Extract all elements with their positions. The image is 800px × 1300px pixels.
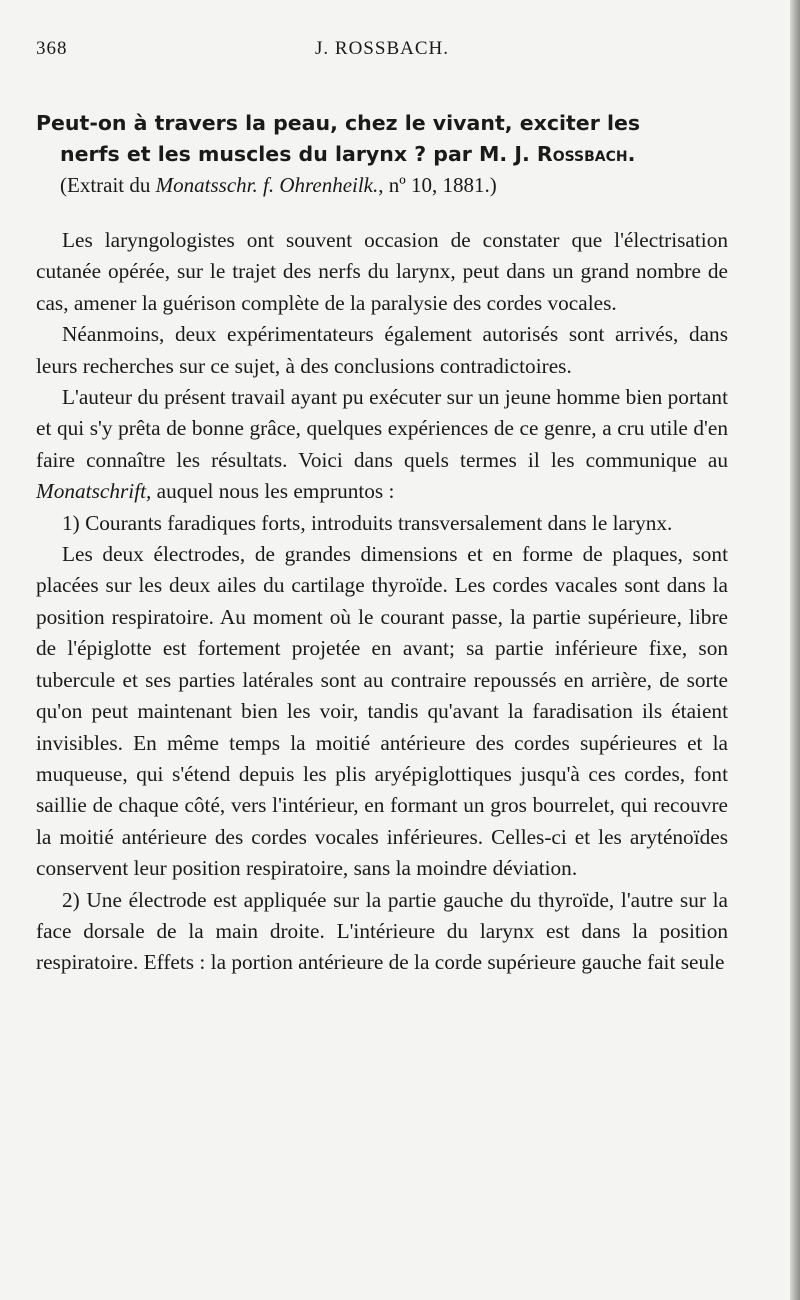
title-line-2 <box>36 139 728 170</box>
paragraph-6: 2) Une électrode est appliquée sur la partie gauche du thyroïde, l'autre sur la face dorsale de la main droite. L'intérieure du larynx est dans la position respiratoire. Effets : la portion antérieure de la corde supérieure gauche fait seule <box>36 887 728 975</box>
title-author: Rossbach. <box>536 142 636 166</box>
paragraph-1: Les laryngologistes ont souvent occasion de constater que l'électrisation cutanée opérée, sur le trajet des nerfs du larynx, peut dans un grand nombre de cas, amener la guérison complète de la paralysie des cordes vocales. <box>36 228 728 315</box>
paragraph-3-before: L'auteur du présent travail ayant pu exécuter sur un jeune homme bien portant et qui s'y prêta de bonne grâce, quelques expériences de ce genre, a cru utile d'en faire connaître les résultats. Voici dans quels termes il les communique au <box>36 385 728 472</box>
title-line-1: Peut-on à travers la peau, chez le vivant, exciter les <box>36 111 641 135</box>
extract-suffix: , nº 10, 1881.) <box>378 173 497 197</box>
running-head: J. ROSSBACH. <box>315 38 449 59</box>
extract-prefix: (Extrait du <box>60 173 156 197</box>
article-body <box>36 225 728 979</box>
paragraph-3-journal: Monatschrift, <box>36 479 152 504</box>
paragraph-3-after: auquel nous les empruntos : <box>151 479 395 504</box>
article-title <box>36 108 728 201</box>
paragraph-3 <box>36 382 728 508</box>
paragraph-5: Les deux électrodes, de grandes dimensions et en forme de plaques, sont placées sur les deux ailes du cartilage thyroïde. Les cordes vacales sont dans la position respiratoire. Au moment où le courant passe, la partie supérieure, libre de l'épiglotte est fortement projetée en avant; sa partie inférieure fixe, son tubercule et ses parties latérales sont au contraire repoussés en arrière, de sorte qu'on peut maintenant bien les voir, tandis qu'avant la faradisation ils étaient invisibles. En même temps la moitié antérieure des cordes supérieures et la muqueuse, qui s'étend depuis les plis aryépiglottiques jusqu'à ces cordes, font saillie de chaque côté, vers l'intérieur, en formant un gros bourrelet, qui recouvre la moitié antérieure des cordes vocales inférieures. Celles-ci et les aryténoïdes conservent leur position respiratoire, sans la moindre déviation. <box>36 542 728 881</box>
title-line-2-text: nerfs et les muscles du larynx ? par M. J. <box>60 142 537 166</box>
page-header <box>36 28 728 68</box>
extract-journal: Monatsschr. f. Ohrenheilk. <box>155 173 379 197</box>
title-extract <box>36 170 728 201</box>
paragraph-4: 1) Courants faradiques forts, introduits transversalement dans le larynx. <box>62 510 673 535</box>
page-edge-shadow <box>790 0 800 1300</box>
page-number: 368 <box>36 38 68 59</box>
book-page <box>36 28 728 1278</box>
paragraph-2: Néanmoins, deux expérimentateurs également autorisés sont arrivés, dans leurs recherches sur ce sujet, à des conclusions contradictoires. <box>36 322 728 378</box>
